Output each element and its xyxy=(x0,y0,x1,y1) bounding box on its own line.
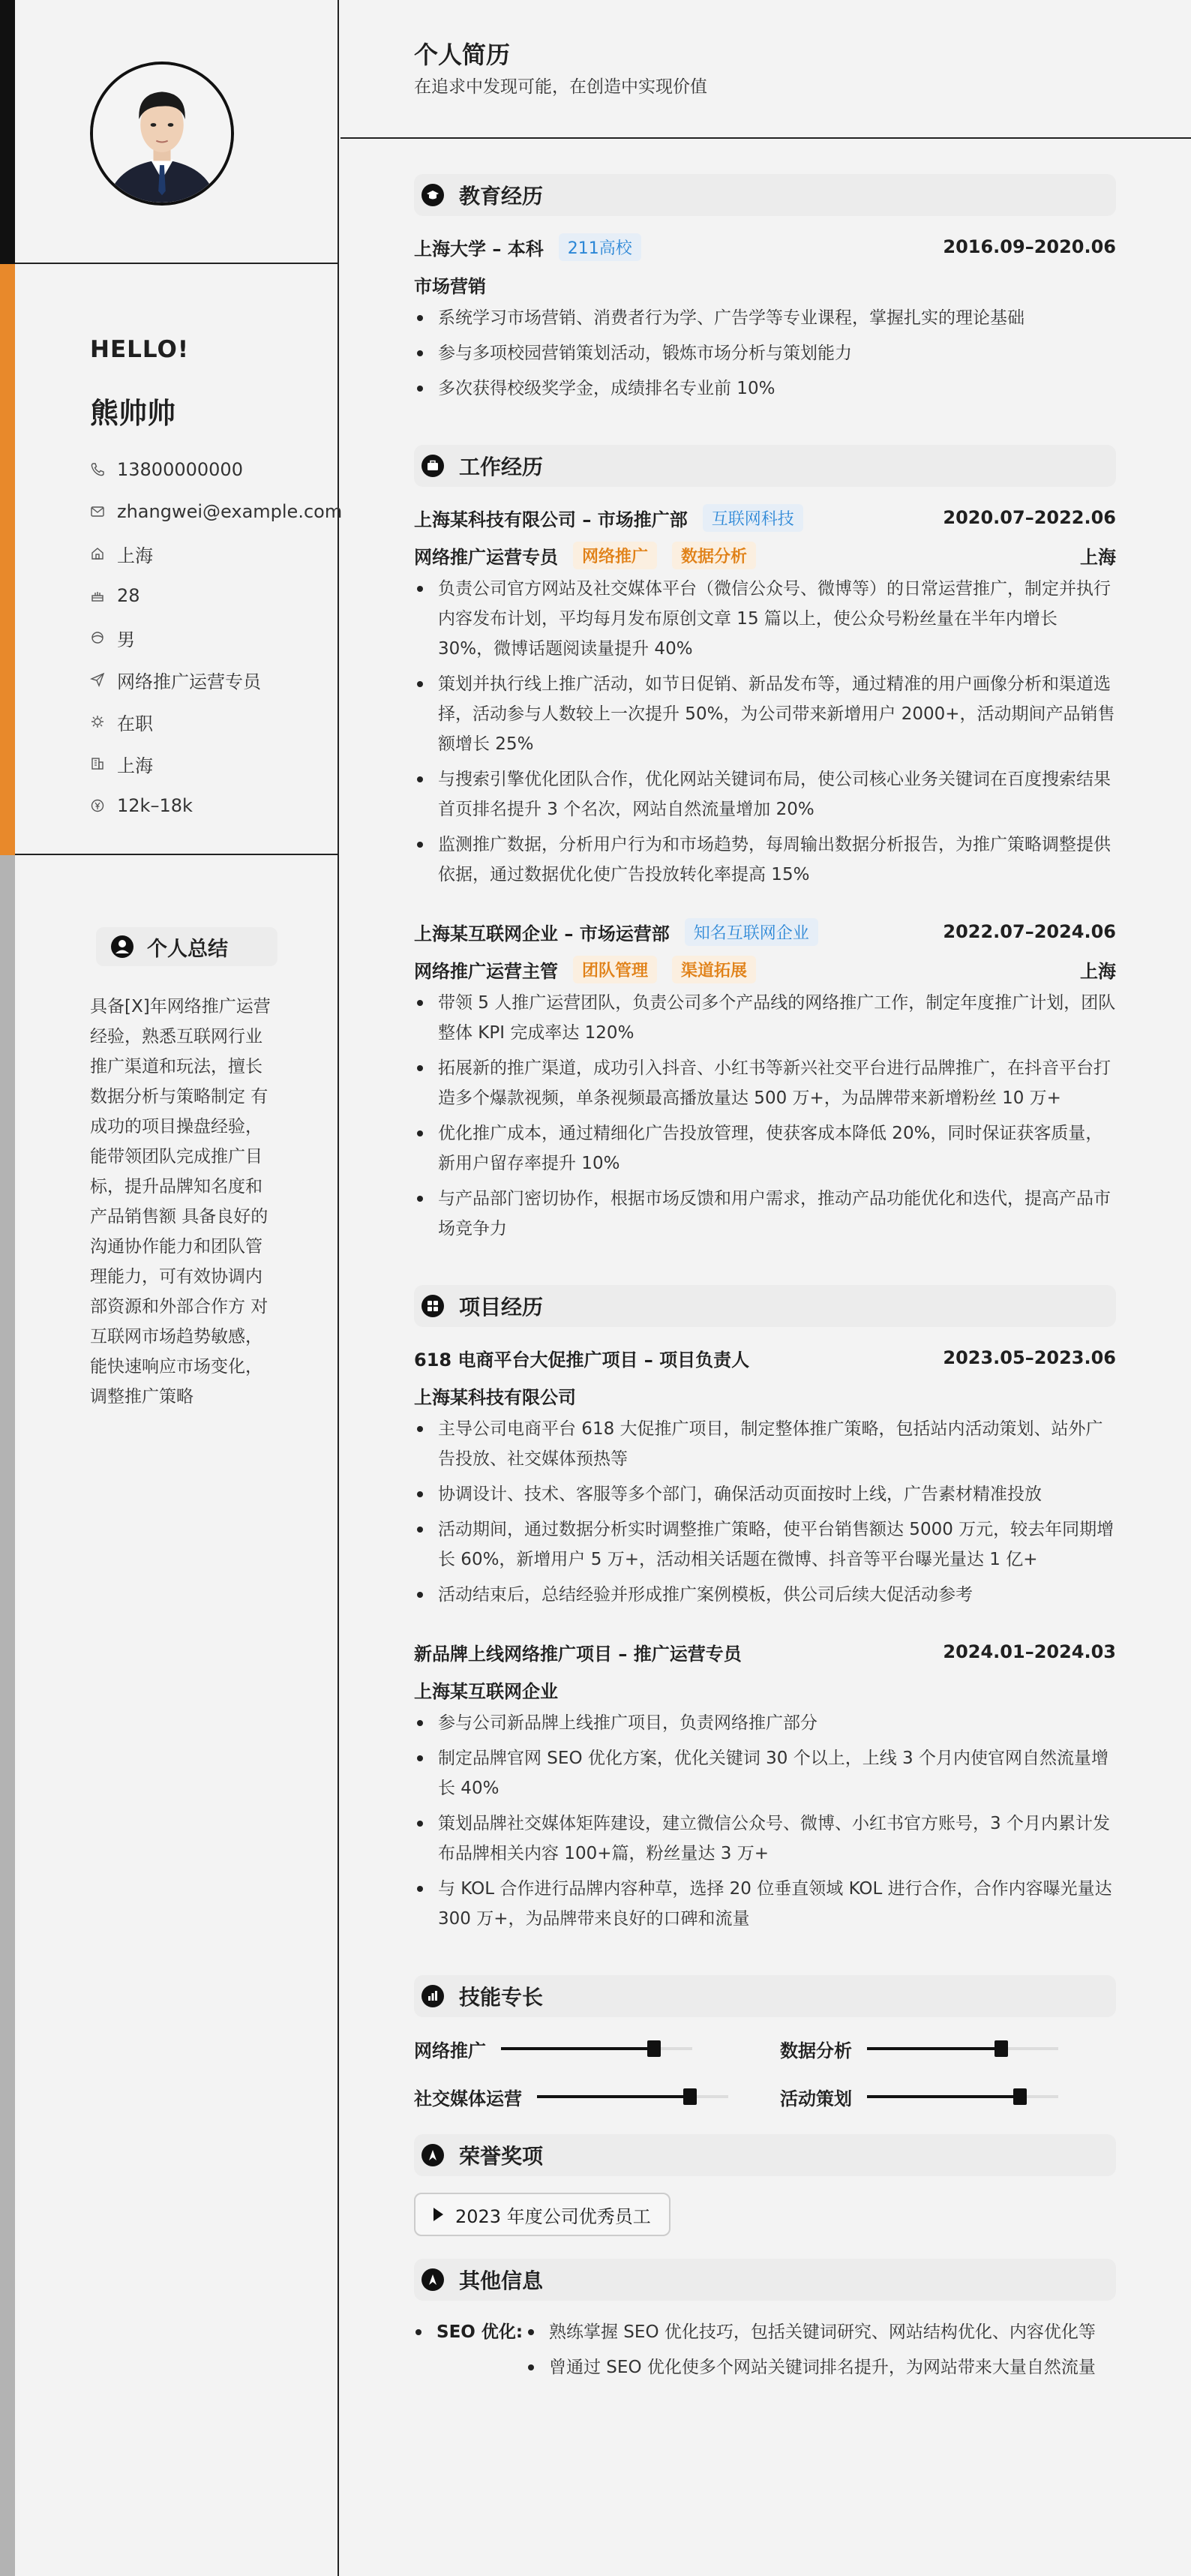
graduation-cap-icon xyxy=(422,184,444,206)
accent-strip-black xyxy=(0,0,15,264)
skill-name: 社交媒体运营 xyxy=(414,2088,522,2109)
hello-heading: HELLO! xyxy=(90,336,190,363)
job-city: 上海 xyxy=(1080,960,1116,982)
other-title: 其他信息 xyxy=(459,2268,544,2293)
education-period: 2016.09–2020.06 xyxy=(943,236,1116,257)
education-bullets xyxy=(414,303,1116,404)
list-item: 拓展新的推广渠道，成功引入抖音、小红书等新兴社交平台进行品牌推广，在抖音平台打造多个爆款视频，单条视频最高播放量达 500 万+，为品牌带来新增粉丝 10 万+ xyxy=(414,1053,1116,1113)
info-city-text: 上海 xyxy=(117,545,153,566)
info-position-text: 网络推广运营专员 xyxy=(117,671,261,692)
info-phone-text: 13800000000 xyxy=(117,459,243,480)
project-row xyxy=(414,1344,1116,1372)
award-icon xyxy=(422,2268,444,2291)
sidebar-divider xyxy=(15,854,339,855)
project-org: 上海某互联网企业 xyxy=(414,1680,558,1702)
job-industry-tag: 知名互联网企业 xyxy=(685,918,818,946)
skill-bar-handle[interactable] xyxy=(683,2088,697,2105)
skill-item xyxy=(780,2034,1116,2064)
work-title: 工作经历 xyxy=(459,455,544,479)
education-title: 教育经历 xyxy=(459,184,544,209)
honors-heading xyxy=(414,2134,1116,2176)
avatar xyxy=(90,62,234,206)
home-icon xyxy=(90,546,105,561)
page-title: 个人简历 xyxy=(414,41,511,69)
list-item: 活动期间，通过数据分析实时调整推广策略，使平台销售额达 5000 万元，较去年同期增长 60%，新增用户 5 万+，活动相关话题在微博、抖音等平台曝光量达 1 亿+ xyxy=(414,1515,1116,1575)
contact-info-list xyxy=(90,449,342,827)
project-name: 新品牌上线网络推广项目 – 推广运营专员 xyxy=(414,1643,742,1665)
list-item: 参与多项校园营销策划活动，锻炼市场分析与策划能力 xyxy=(414,338,1116,368)
cake-icon xyxy=(90,588,105,603)
project-name: 618 电商平台大促推广项目 – 项目负责人 xyxy=(414,1349,750,1371)
list-item: 协调设计、技术、客服等多个部门，确保活动页面按时上线，广告素材精准投放 xyxy=(414,1479,1116,1509)
list-item: 负责公司官方网站及社交媒体平台（微信公众号、微博等）的日常运营推广，制定并执行内容发布计划，平均每月发布原创文章 15 篇以上，使公众号粉丝量在半年内增长 30%，微博话题阅读量提升 40% xyxy=(414,574,1116,664)
skills-section xyxy=(414,1975,1116,2112)
school-name: 上海大学 – 本科 xyxy=(414,238,544,260)
education-major: 市场营销 xyxy=(414,275,486,297)
skill-bar-handle[interactable] xyxy=(1013,2088,1027,2105)
list-item: 曾通过 SEO 优化使多个网站关键词排名提升，为网站带来大量自然流量 xyxy=(525,2352,1116,2382)
list-item: 优化推广成本，通过精细化广告投放管理，使获客成本降低 20%，同时保证获客质量，新用户留存率提升 10% xyxy=(414,1118,1116,1178)
list-item: 策划品牌社交媒体矩阵建设，建立微信公众号、微博、小红书官方账号，3 个月内累计发布品牌相关内容 100+篇，粉丝量达 3 万+ xyxy=(414,1809,1116,1869)
salary-icon xyxy=(90,798,105,813)
skill-bar[interactable] xyxy=(501,2047,692,2050)
list-item: 策划并执行线上推广活动，如节日促销、新品发布等，通过精准的用户画像分析和渠道选择，活动参与人数较上一次提升 50%，为公司带来新增用户 2000+，活动期间产品销售额增长 25% xyxy=(414,669,1116,759)
building-icon xyxy=(90,756,105,771)
other-bullets xyxy=(525,2317,1116,2388)
project-bullets xyxy=(414,1414,1116,1610)
info-status-text: 在职 xyxy=(117,713,153,734)
job-bullets xyxy=(414,574,1116,890)
skill-bar[interactable] xyxy=(537,2095,728,2098)
job-company-row xyxy=(414,503,1116,532)
info-status xyxy=(90,701,342,743)
list-item: 参与公司新品牌上线推广项目，负责网络推广部分 xyxy=(414,1708,1116,1738)
summary-heading xyxy=(96,927,278,966)
list-item: 与产品部门密切协作，根据市场反馈和用户需求，推动产品功能优化和迭代，提高产品市场竞争力 xyxy=(414,1184,1116,1244)
job-role-tag: 数据分析 xyxy=(672,542,756,569)
job-period: 2020.07–2022.06 xyxy=(943,507,1116,528)
project-period: 2024.01–2024.03 xyxy=(943,1641,1116,1662)
project-period: 2023.05–2023.06 xyxy=(943,1347,1116,1368)
projects-section xyxy=(414,1285,1116,1934)
project-bullets xyxy=(414,1708,1116,1934)
candidate-name: 熊帅帅 xyxy=(90,397,176,430)
work-heading xyxy=(414,445,1116,487)
gender-icon xyxy=(90,630,105,645)
list-item: 制定品牌官网 SEO 优化方案，优化关键词 30 个以上，上线 3 个月内使官网自然流量增长 40% xyxy=(414,1743,1116,1803)
honors-section xyxy=(414,2134,1116,2236)
list-item: 活动结束后，总结经验并形成推广案例模板，供公司后续大促活动参考 xyxy=(414,1580,1116,1610)
skill-item xyxy=(780,2082,1116,2112)
list-item: 带领 5 人推广运营团队，负责公司多个产品线的网络推广工作，制定年度推广计划，团队整体 KPI 完成率达 120% xyxy=(414,988,1116,1048)
list-item: 主导公司电商平台 618 大促推广项目，制定整体推广策略，包括站内活动策划、站外广告投放、社交媒体预热等 xyxy=(414,1414,1116,1474)
job-role-tag: 网络推广 xyxy=(573,542,657,569)
job-company: 上海某互联网企业 – 市场运营部 xyxy=(414,923,670,944)
info-city xyxy=(90,533,342,575)
award-text: 2023 年度公司优秀员工 xyxy=(455,2205,651,2227)
honors-title: 荣誉奖项 xyxy=(459,2144,544,2169)
skill-item xyxy=(414,2034,750,2064)
grid-icon xyxy=(422,1295,444,1317)
sidebar xyxy=(15,0,343,2576)
phone-icon xyxy=(90,462,105,477)
header-divider xyxy=(340,137,1191,139)
skill-item xyxy=(414,2082,750,2112)
chart-icon xyxy=(422,1985,444,2007)
education-row xyxy=(414,233,1116,261)
job-role: 网络推广运营专员 xyxy=(414,546,558,568)
list-item: 熟练掌握 SEO 优化技巧，包括关键词研究、网站结构优化、内容优化等 xyxy=(525,2317,1116,2347)
status-icon xyxy=(90,714,105,729)
job-role-tag: 团队管理 xyxy=(573,956,657,983)
job-entry xyxy=(414,503,1116,890)
list-item: 监测推广数据，分析用户行为和市场趋势，每周输出数据分析报告，为推广策略调整提供依据，通过数据优化使广告投放转化率提高 15% xyxy=(414,830,1116,890)
play-triangle-icon xyxy=(434,2208,443,2221)
skills-heading xyxy=(414,1975,1116,2017)
project-entry xyxy=(414,1344,1116,1610)
project-entry xyxy=(414,1638,1116,1934)
briefcase-icon xyxy=(422,455,444,477)
mail-icon xyxy=(90,504,105,519)
other-label: SEO 优化: xyxy=(414,2317,525,2388)
info-salary-text: 12k–18k xyxy=(117,795,193,816)
other-heading xyxy=(414,2259,1116,2301)
list-item: 与搜索引擎优化团队合作，优化网站关键词布局，使公司核心业务关键词在百度搜索结果首页排名提升 3 个名次，网站自然流量增加 20% xyxy=(414,764,1116,824)
info-email-text: zhangwei@example.com xyxy=(117,501,343,522)
projects-title: 项目经历 xyxy=(459,1295,544,1320)
job-role-tag: 渠道拓展 xyxy=(672,956,756,983)
job-role-row xyxy=(414,955,1116,983)
info-phone[interactable] xyxy=(90,449,342,491)
projects-heading xyxy=(414,1285,1116,1327)
page-subtitle: 在追求中发现可能，在创造中实现价值 xyxy=(414,77,707,97)
education-section xyxy=(414,174,1116,404)
skill-bar-fill xyxy=(537,2095,690,2098)
work-section xyxy=(414,445,1116,1244)
skill-bar[interactable] xyxy=(867,2095,1058,2098)
info-work-city xyxy=(90,743,342,785)
job-industry-tag: 互联网科技 xyxy=(703,504,803,532)
list-item: 多次获得校级奖学金，成绩排名专业前 10% xyxy=(414,374,1116,404)
skills-title: 技能专长 xyxy=(459,1985,544,2010)
info-email[interactable] xyxy=(90,491,342,533)
project-org: 上海某科技有限公司 xyxy=(414,1386,576,1408)
job-period: 2022.07–2024.06 xyxy=(943,921,1116,942)
skill-bar-fill xyxy=(501,2047,654,2050)
job-city: 上海 xyxy=(1080,546,1116,568)
skill-bar-fill xyxy=(867,2095,1020,2098)
info-gender xyxy=(90,617,342,659)
summary-text: 具备[X]年网络推广运营经验，熟悉互联网行业推广渠道和玩法，擅长数据分析与策略制定 有成功的项目操盘经验，能带领团队完成推广目标，提升品牌知名度和产品销售额 具备良好的沟通协作能力和团队管理能力，可有效协调内部资源和外部合作方 对互联网市场趋势敏感，能快速响应市场变化，调整推广策略 xyxy=(90,997,271,1407)
send-icon xyxy=(90,672,105,687)
info-age-text: 28 xyxy=(117,585,140,606)
skill-bar[interactable] xyxy=(867,2047,1058,2050)
skill-name: 数据分析 xyxy=(780,2040,852,2061)
list-item: 与 KOL 合作进行品牌内容种草，选择 20 位垂直领域 KOL 进行合作，合作内容曝光量达 300 万+，为品牌带来良好的口碑和流量 xyxy=(414,1874,1116,1934)
list-item: 系统学习市场营销、消费者行为学、广告学等专业课程，掌握扎实的理论基础 xyxy=(414,303,1116,333)
skill-bar-handle[interactable] xyxy=(994,2040,1008,2057)
info-gender-text: 男 xyxy=(117,629,135,650)
skills-grid xyxy=(414,2034,1116,2112)
accent-strip-gray xyxy=(0,855,15,2576)
summary-title: 个人总结 xyxy=(147,937,228,961)
info-work-city-text: 上海 xyxy=(117,755,153,776)
other-section xyxy=(414,2259,1116,2388)
job-entry xyxy=(414,917,1116,1244)
school-tag: 211高校 xyxy=(559,233,641,261)
info-age xyxy=(90,575,342,617)
resume-body xyxy=(414,174,1116,2388)
info-salary xyxy=(90,785,342,827)
other-info-row xyxy=(414,2317,1116,2388)
skill-name: 活动策划 xyxy=(780,2088,852,2109)
skill-name: 网络推广 xyxy=(414,2040,486,2061)
avatar-portrait-icon xyxy=(93,65,231,203)
job-bullets xyxy=(414,988,1116,1244)
education-heading xyxy=(414,174,1116,216)
award-icon xyxy=(422,2144,444,2166)
info-position xyxy=(90,659,342,701)
user-icon xyxy=(111,935,134,958)
job-company: 上海某科技有限公司 – 市场推广部 xyxy=(414,509,688,530)
job-company-row xyxy=(414,917,1116,946)
sidebar-divider xyxy=(15,263,339,264)
skill-bar-handle[interactable] xyxy=(647,2040,661,2057)
project-row xyxy=(414,1638,1116,1666)
job-role: 网络推广运营主管 xyxy=(414,960,558,982)
skill-bar-fill xyxy=(867,2047,1001,2050)
accent-strip-orange xyxy=(0,264,15,855)
award-item[interactable] xyxy=(414,2193,670,2236)
job-role-row xyxy=(414,541,1116,569)
